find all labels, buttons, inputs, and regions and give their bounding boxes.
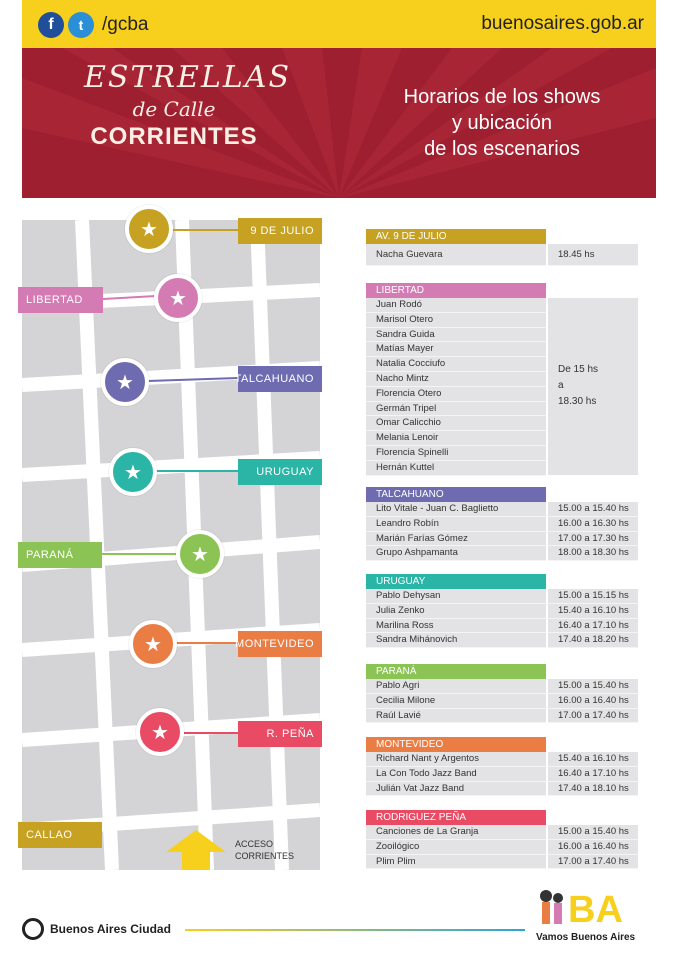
libertad-time-2: a <box>558 380 564 391</box>
artist-name: Cecilia Milone <box>366 694 546 709</box>
ba-logo-text: BA <box>568 889 623 931</box>
show-time: 15.00 a 15.15 hs <box>548 589 638 604</box>
artist-name: Grupo Ashpamanta <box>366 546 546 561</box>
table-row <box>366 244 656 266</box>
artist-name: Florencia Spinelli <box>366 446 546 461</box>
schedule-title: URUGUAY <box>366 574 546 589</box>
artist-name: Lito Vitale - Juan C. Baglietto <box>366 502 546 517</box>
facebook-icon[interactable]: f <box>38 12 64 38</box>
show-time: 15.00 a 15.40 hs <box>548 679 638 694</box>
artist-name: Juan Rodó <box>366 298 546 313</box>
table-row <box>366 767 656 782</box>
schedule-title: TALCAHUANO <box>366 487 546 502</box>
table-row <box>366 517 656 532</box>
city-seal-icon <box>22 918 44 940</box>
logo-line-1: ESTRELLAS <box>84 60 292 95</box>
show-time: 17.00 a 17.30 hs <box>548 532 638 547</box>
table-row <box>366 840 656 855</box>
logo-line-2: de Calle <box>132 97 216 121</box>
table-row <box>366 532 656 547</box>
artist-name: Marisol Otero <box>366 313 546 328</box>
table-row <box>366 752 656 767</box>
hero-title-line-2: y ubicación <box>451 112 553 134</box>
tag-montevideo: MONTEVIDEO <box>238 631 322 657</box>
artist-name: Julia Zenko <box>366 604 546 619</box>
tag-uruguay: URUGUAY <box>238 459 322 485</box>
acceso-line-2: CORRIENTES <box>235 851 295 861</box>
table-row <box>366 855 656 870</box>
table-row <box>366 679 656 694</box>
show-time: 17.40 a 18.10 hs <box>548 782 638 797</box>
acceso-line-1: ACCESO <box>235 839 274 849</box>
artist-name: Plim Plim <box>366 855 546 870</box>
show-time: 15.40 a 16.10 hs <box>548 752 638 767</box>
show-time: 17.00 a 17.40 hs <box>548 855 638 870</box>
stage-rpena-icon[interactable]: ★ <box>136 708 184 756</box>
stage-montevideo-icon[interactable]: ★ <box>129 620 177 668</box>
artist-name: Raúl Lavié <box>366 709 546 724</box>
artist-name: Sandra Mihánovich <box>366 633 546 648</box>
arrow-up-icon <box>166 830 226 870</box>
show-time: 15.00 a 15.40 hs <box>548 825 638 840</box>
hero-title-line-3: de los escenarios <box>424 138 580 160</box>
stage-parana-icon[interactable]: ★ <box>176 530 224 578</box>
schedule-montevideo <box>366 737 656 796</box>
schedule-title: LIBERTAD <box>366 283 546 298</box>
schedule-uruguay <box>366 574 656 648</box>
artist-name: Canciones de La Granja <box>366 825 546 840</box>
artist-name: Richard Nant y Argentos <box>366 752 546 767</box>
schedule-title: RODRIGUEZ PEÑA <box>366 810 546 825</box>
show-time: 16.00 a 16.30 hs <box>548 517 638 532</box>
show-time: 17.00 a 17.40 hs <box>548 709 638 724</box>
artist-name: Marián Farías Gómez <box>366 532 546 547</box>
table-row <box>366 694 656 709</box>
acceso-label <box>235 838 294 862</box>
libertad-time-3: 18.30 hs <box>558 396 597 407</box>
artist-name: Pablo Dehysan <box>366 589 546 604</box>
social-handle[interactable]: /gcba <box>102 14 149 35</box>
table-row <box>366 782 656 797</box>
artist-name: Julián Vat Jazz Band <box>366 782 546 797</box>
footer-divider <box>185 929 525 931</box>
stage-9-de-julio-icon[interactable]: ★ <box>125 205 173 253</box>
table-row <box>366 619 656 634</box>
show-time: 16.40 a 17.10 hs <box>548 767 638 782</box>
stage-libertad-icon[interactable]: ★ <box>154 274 202 322</box>
artist-name: Nacho Mintz <box>366 372 546 387</box>
libertad-time-block <box>548 298 638 475</box>
table-row <box>366 825 656 840</box>
tag-callao: CALLAO <box>18 822 102 848</box>
tag-rpena: R. PEÑA <box>238 721 322 747</box>
hero-title-line-1: Horarios de los shows <box>403 86 601 108</box>
artist-name: Nacha Guevara <box>366 244 546 266</box>
artist-name: Melania Lenoir <box>366 431 546 446</box>
show-time: 16.40 a 17.10 hs <box>548 619 638 634</box>
artist-name: Hernán Kuttel <box>366 461 546 476</box>
stage-uruguay-icon[interactable]: ★ <box>109 448 157 496</box>
site-url[interactable]: buenosaires.gob.ar <box>481 13 644 34</box>
twitter-icon[interactable]: t <box>68 12 94 38</box>
schedule-libertad <box>366 283 656 476</box>
artist-name: Florencia Otero <box>366 387 546 402</box>
artist-name: Matías Mayer <box>366 342 546 357</box>
table-row <box>366 604 656 619</box>
show-time: 17.40 a 18.20 hs <box>548 633 638 648</box>
table-row <box>366 502 656 517</box>
artist-name: Omar Calicchio <box>366 416 546 431</box>
tag-talcahuano: TALCAHUANO <box>238 366 322 392</box>
footer-brand <box>22 918 171 940</box>
show-time: 15.40 a 16.10 hs <box>548 604 638 619</box>
artist-name: Natalia Cocciufo <box>366 357 546 372</box>
artist-name: Germán Tripel <box>366 402 546 417</box>
tag-libertad: LIBERTAD <box>18 287 103 313</box>
table-row <box>366 546 656 561</box>
tag-parana: PARANÁ <box>18 542 102 568</box>
schedule-title: PARANÁ <box>366 664 546 679</box>
table-row <box>366 709 656 724</box>
table-row <box>366 589 656 604</box>
schedule-title: MONTEVIDEO <box>366 737 546 752</box>
show-time: 15.00 a 15.40 hs <box>548 502 638 517</box>
show-time: 18.45 hs <box>548 244 638 266</box>
footer-brand-text: Buenos Aires Ciudad <box>50 922 171 936</box>
show-time: 16.00 a 16.40 hs <box>548 694 638 709</box>
schedule-talcahuano <box>366 487 656 561</box>
schedule-av9 <box>366 229 656 266</box>
schedule-parana <box>366 664 656 723</box>
tag-9-de-julio: 9 DE JULIO <box>238 218 322 244</box>
stage-talcahuano-icon[interactable]: ★ <box>101 358 149 406</box>
artist-name: Sandra Guida <box>366 328 546 343</box>
logo-line-3: CORRIENTES <box>90 123 258 150</box>
show-time: 18.00 a 18.30 hs <box>548 546 638 561</box>
schedule-rpena <box>366 810 656 869</box>
table-row <box>366 633 656 648</box>
artist-name: Marilina Ross <box>366 619 546 634</box>
show-time: 16.00 a 16.40 hs <box>548 840 638 855</box>
artist-name: La Con Todo Jazz Band <box>366 767 546 782</box>
ba-slogan: Vamos Buenos Aires <box>536 932 636 943</box>
artist-name: Pablo Agri <box>366 679 546 694</box>
libertad-time-1: De 15 hs <box>558 364 599 375</box>
artist-name: Leandro Robín <box>366 517 546 532</box>
artist-name: Zooilógico <box>366 840 546 855</box>
schedule-title: AV. 9 DE JULIO <box>366 229 546 244</box>
